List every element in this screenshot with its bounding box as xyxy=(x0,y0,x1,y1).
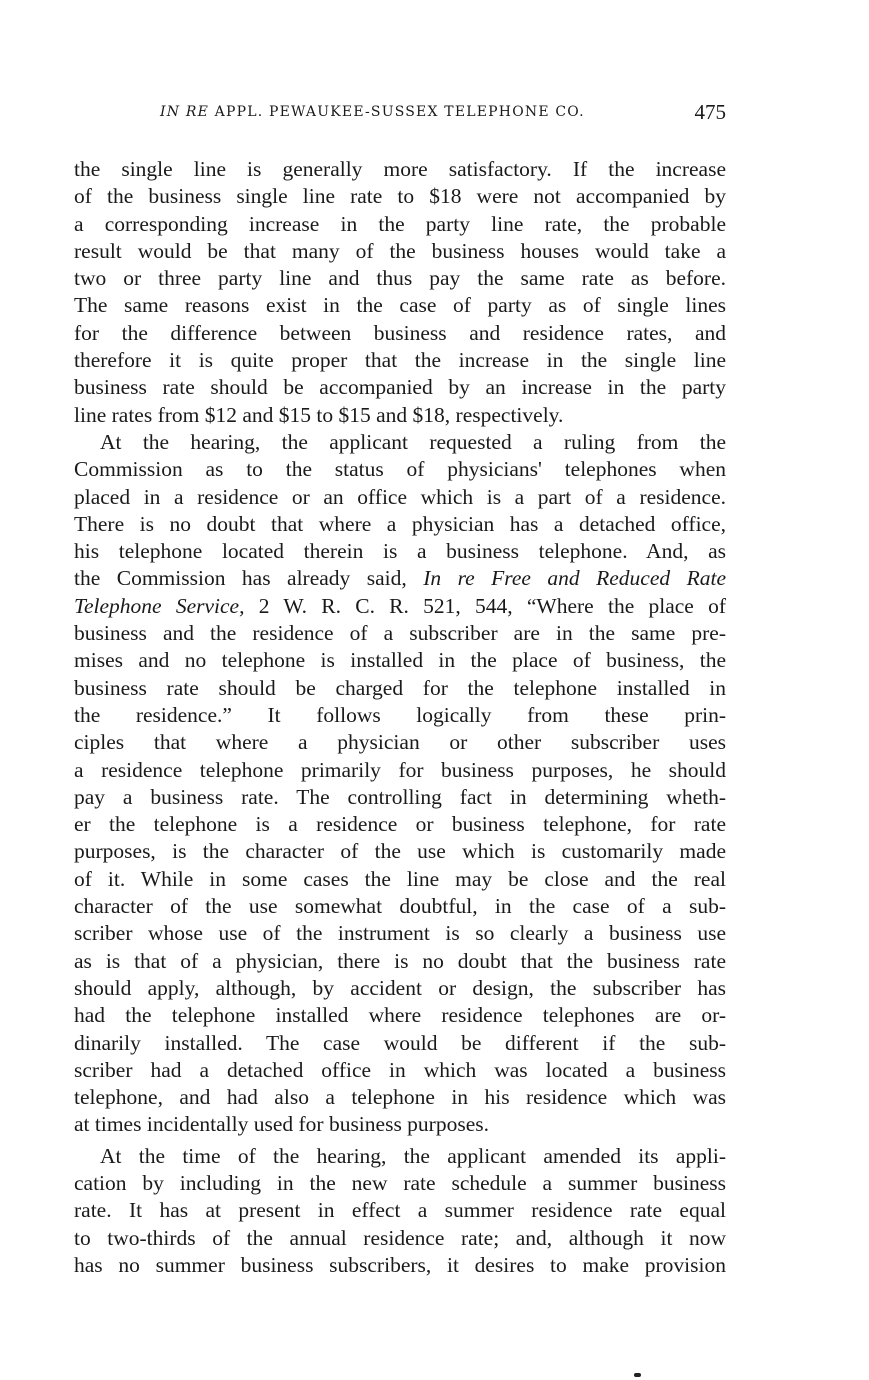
paragraph-physicians-telephones xyxy=(74,429,726,1139)
paragraph-summer-business-rate xyxy=(74,1143,726,1279)
text-line: character of the use somewhat doubtful, in the case of a sub- xyxy=(74,894,726,919)
text-line: pay a business rate. The controlling fact in determining wheth- xyxy=(74,784,726,809)
text-line: rate. It has at present in effect a summer residence rate equal xyxy=(74,1198,726,1223)
citation-case-name: In re Free and Reduced Rate xyxy=(423,566,726,591)
running-title xyxy=(160,104,585,120)
text-line: had the telephone installed where residence telephones are or- xyxy=(74,1003,726,1028)
text-line: therefore it is quite proper that the increase in the single line xyxy=(74,348,726,373)
running-title-italic: IN RE xyxy=(160,104,209,120)
citation-reference-text: 2 W. R. C. R. 521, 544, “Where the place of xyxy=(244,593,726,618)
text-line: Commission as to the status of physicians' telephones when xyxy=(74,457,726,482)
text-line: the residence.” It follows logically from these prin- xyxy=(74,702,726,727)
text-line: There is no doubt that where a physician has a detached office, xyxy=(74,511,726,536)
citation-lead-text: the Commission has already said, xyxy=(74,566,424,591)
text-line: dinarily installed. The case would be different if the sub- xyxy=(74,1030,726,1055)
text-line: has no summer business subscribers, it desires to make provision xyxy=(74,1252,726,1277)
text-line: business rate should be charged for the telephone installed in xyxy=(74,675,726,700)
print-speck xyxy=(634,1373,641,1377)
text-line: er the telephone is a residence or business telephone, for rate xyxy=(74,812,726,837)
text-line: scriber had a detached office in which was located a business xyxy=(74,1057,726,1082)
text-line: business rate should be accompanied by an increase in the party xyxy=(74,375,726,400)
text-line: At the hearing, the applicant requested a ruling from the xyxy=(100,429,726,454)
text-line: two or three party line and thus pay the same rate as before. xyxy=(74,266,726,291)
text-line: a residence telephone primarily for business purposes, he should xyxy=(74,757,726,782)
text-line: purposes, is the character of the use which is customarily made xyxy=(74,839,726,864)
text-line: ciples that where a physician or other subscriber uses xyxy=(74,730,726,755)
running-header xyxy=(74,100,726,130)
text-line: as is that of a physician, there is no doubt that the business rate xyxy=(74,948,726,973)
text-line: result would be that many of the business houses would take a xyxy=(74,238,726,263)
text-line: of it. While in some cases the line may be close and the real xyxy=(74,866,726,891)
body-text xyxy=(74,156,726,1279)
text-line: his telephone located therein is a business telephone. And, as xyxy=(74,539,726,564)
text-line: The same reasons exist in the case of party as of single lines xyxy=(74,293,726,318)
text-line: a corresponding increase in the party line rate, the probable xyxy=(74,211,726,236)
citation-line xyxy=(74,565,726,592)
citation-case-name-cont: Telephone Service, xyxy=(74,593,245,618)
page-number: 475 xyxy=(694,100,726,124)
citation-line xyxy=(74,593,726,620)
text-line: the single line is generally more satisfactory. If the increase xyxy=(74,157,726,181)
text-line: of the business single line rate to $18 were not accompanied by xyxy=(74,184,726,209)
text-line: At the time of the hearing, the applicant amended its appli- xyxy=(100,1143,726,1168)
running-title-text: APPL. PEWAUKEE-SUSSEX TELEPHONE CO. xyxy=(214,104,585,120)
text-line: to two-thirds of the annual residence rate; and, although it now xyxy=(74,1225,726,1250)
text-line: cation by including in the new rate schedule a summer business xyxy=(74,1170,726,1195)
text-line: placed in a residence or an office which is a part of a residence. xyxy=(74,484,726,509)
paragraph-rate-increase xyxy=(74,156,726,429)
text-line: line rates from $12 and $15 to $15 and $18, respectively. xyxy=(74,402,564,427)
text-line: for the difference between business and residence rates, and xyxy=(74,320,726,345)
text-line: telephone, and had also a telephone in his residence which was xyxy=(74,1085,726,1110)
text-line: mises and no telephone is installed in the place of business, the xyxy=(74,648,726,673)
text-line: scriber whose use of the instrument is so clearly a business use xyxy=(74,921,726,946)
text-line: business and the residence of a subscriber are in the same pre- xyxy=(74,621,726,646)
text-line: should apply, although, by accident or design, the subscriber has xyxy=(74,975,726,1000)
text-line: at times incidentally used for business purposes. xyxy=(74,1112,489,1137)
